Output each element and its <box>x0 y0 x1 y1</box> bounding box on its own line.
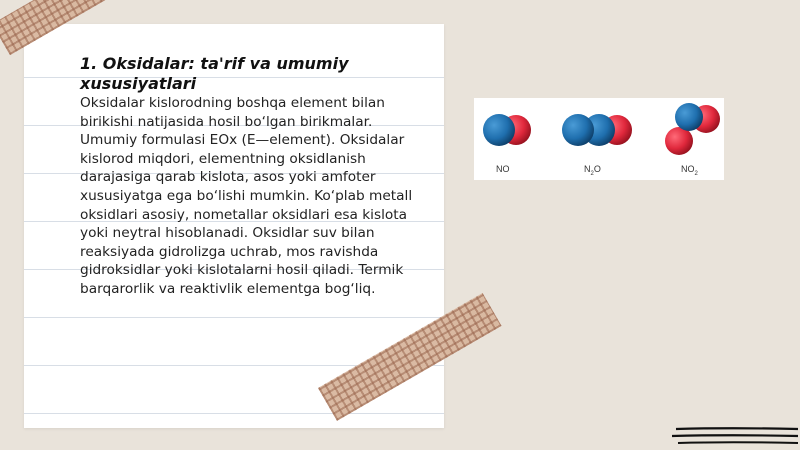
slide-title: 1. Oksidalar: ta'rif va umumiy xususiyatlari <box>80 54 349 93</box>
oxygen-atom <box>665 127 693 155</box>
decorative-lines <box>672 424 800 446</box>
nitrogen-atom <box>483 114 515 146</box>
n2o-molecule <box>562 114 632 146</box>
no2-molecule <box>665 103 720 155</box>
molecule-label-n2o: $N_2O$ <box>584 164 601 177</box>
molecule-label-no: NO <box>496 164 510 174</box>
nitrogen-atom <box>675 103 703 131</box>
nitrogen-atom <box>562 114 594 146</box>
no-molecule <box>483 114 531 146</box>
slide-body-text: Oksidalar kislorodning boshqa element bilan birikishi natijasida hosil bo‘lgan birikmalar. Umumiy formulasi EOx (E—element). Oksidalar kislorod miqdori, elementning oksidlanish darajasiga qarab kislota, asos yoki amfoter xususiyatga ega bo‘lishi mumkin. Ko‘plab metall oksidlari asosiy, nometallar oksidlari esa kislota yoki neytral hisoblanadi. Oksidlar suv bilan reaksiyada gidrolizga uchrab, mos ravishda gidroksidlar yoki kislotalarni hosil qiladi. Termik barqarorlik va reaktivlik elementga bog‘liq. <box>80 95 413 297</box>
molecule-label-no2: $NO_2$ <box>681 164 698 177</box>
molecule-illustration-panel <box>474 98 724 180</box>
